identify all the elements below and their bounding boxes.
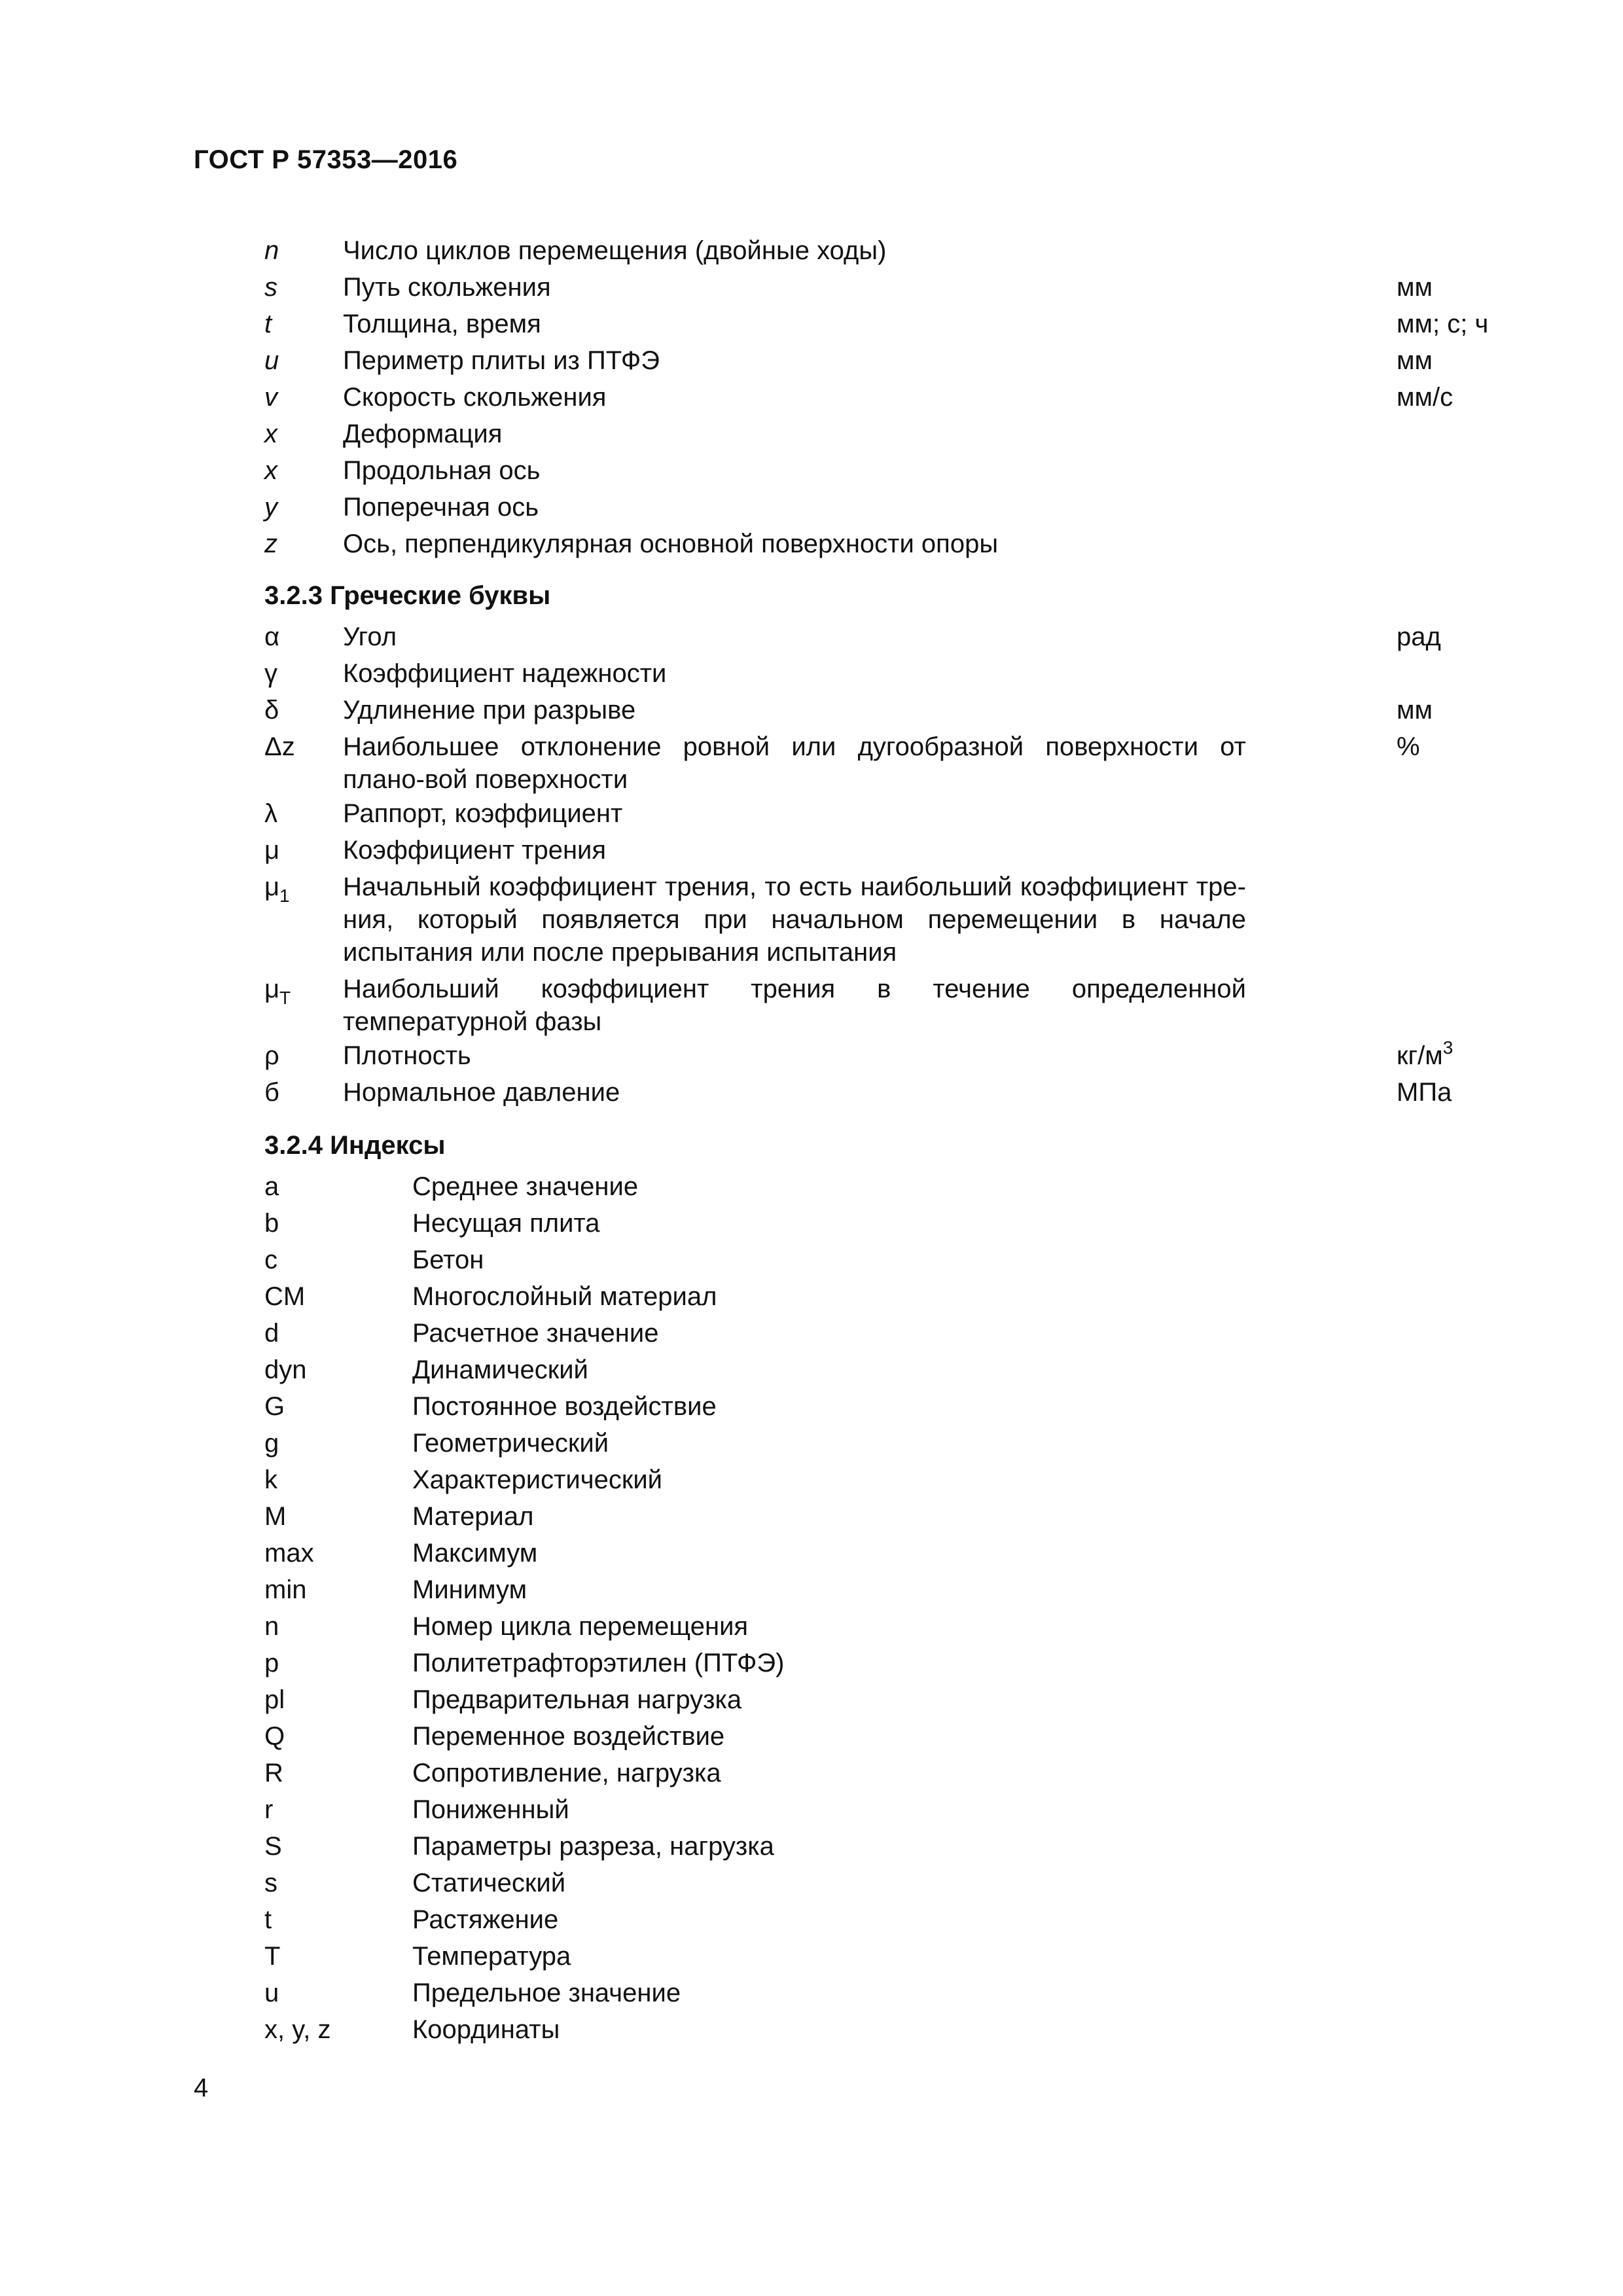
index-symbol: r — [264, 1795, 274, 1824]
symbol-description: Путь скольжения — [343, 273, 551, 302]
symbol-unit: $кг/м^3$ — [1397, 1037, 1454, 1070]
index-symbol: Q — [264, 1722, 285, 1751]
index-description: Растяжение — [412, 1905, 559, 1934]
symbol: ρ — [264, 1041, 279, 1070]
section-heading-index: 3.2.4 Индексы — [264, 1131, 446, 1160]
index-description: Расчетное значение — [412, 1319, 659, 1348]
index-symbol: d — [264, 1319, 279, 1348]
index-description: Номер цикла перемещения — [412, 1612, 749, 1641]
symbol: v — [264, 383, 277, 412]
symbol: $\mu_T$ — [264, 975, 291, 1008]
symbol-description: Плотность — [343, 1041, 471, 1070]
index-symbol: T — [264, 1942, 281, 1971]
index-description: Координаты — [412, 2015, 560, 2044]
symbol-unit: мм — [1397, 346, 1433, 375]
symbol-unit: мм/с — [1397, 383, 1454, 412]
index-description: Среднее значение — [412, 1172, 639, 1201]
symbol-description: Скорость скольжения — [343, 383, 607, 412]
index-symbol: pl — [264, 1685, 285, 1714]
index-symbol: c — [264, 1246, 277, 1274]
symbol: λ — [264, 799, 277, 828]
index-symbol: G — [264, 1392, 285, 1421]
index-description: Динамический — [412, 1355, 588, 1384]
symbol-description: Число циклов перемещения (двойные ходы) — [343, 236, 887, 265]
symbol: γ — [264, 659, 277, 688]
index-symbol: g — [264, 1429, 279, 1458]
index-symbol: dyn — [264, 1355, 307, 1384]
index-description: Предварительная нагрузка — [412, 1685, 742, 1714]
symbol-description: Коэффициент трения — [343, 836, 607, 865]
page-number: 4 — [194, 2073, 209, 2102]
symbol-description: Наибольшее отклонение ровной или дугообразной поверхности от плано-вой поверхности — [343, 732, 1246, 794]
index-description: Переменное воздействие — [412, 1722, 725, 1751]
symbol: y — [264, 493, 277, 522]
symbol-unit: мм; с; ч — [1397, 310, 1489, 338]
symbol-description: Наибольший коэффициент трения в течение определенной температурной фазы — [343, 975, 1246, 1036]
index-symbol: p — [264, 1649, 279, 1677]
symbol: μ — [264, 836, 280, 865]
index-description: Многослойный материал — [412, 1282, 717, 1311]
index-symbol: s — [264, 1869, 277, 1897]
index-description: Максимум — [412, 1539, 538, 1568]
index-description: Характеристический — [412, 1465, 663, 1494]
index-description: Температура — [412, 1942, 571, 1971]
symbol: б — [264, 1078, 279, 1107]
index-description: Материал — [412, 1502, 534, 1531]
symbol: t — [264, 310, 272, 338]
index-description: Минимум — [412, 1575, 527, 1604]
symbol-description: Начальный коэффициент трения, то есть наибольший коэффициент тре-ния, который появляется при начальном перемещении в начале испытания или после прерывания испытания — [343, 872, 1246, 967]
index-description: Политетрафторэтилен (ПТФЭ) — [412, 1649, 785, 1677]
symbol-unit: рад — [1397, 622, 1441, 651]
symbol: Δz — [264, 732, 295, 761]
symbol-description: Раппорт, коэффициент — [343, 799, 623, 828]
index-symbol: k — [264, 1465, 277, 1494]
index-symbol: CM — [264, 1282, 306, 1311]
symbol-description: Ось, перпендикулярная основной поверхности опоры — [343, 529, 999, 558]
index-symbol: a — [264, 1172, 279, 1201]
symbol: n — [264, 236, 279, 265]
index-symbol: max — [264, 1539, 314, 1568]
symbol: z — [264, 529, 277, 558]
index-description: Параметры разреза, нагрузка — [412, 1832, 774, 1861]
index-symbol: min — [264, 1575, 307, 1604]
index-symbol: x, y, z — [264, 2015, 331, 2044]
index-symbol: M — [264, 1502, 287, 1531]
index-description: Геометрический — [412, 1429, 609, 1458]
document-header: ГОСТ Р 57353—2016 — [194, 145, 458, 174]
index-description: Несущая плита — [412, 1209, 600, 1238]
index-symbol: u — [264, 1979, 279, 2007]
section-heading-greek: 3.2.3 Греческие буквы — [264, 581, 551, 610]
index-symbol: t — [264, 1905, 272, 1934]
symbol: $\mu_1$ — [264, 872, 290, 906]
symbol-description: Коэффициент надежности — [343, 659, 667, 688]
symbol: x — [264, 456, 277, 485]
symbol-description: Удлинение при разрыве — [343, 696, 636, 725]
symbol-description: Периметр плиты из ПТФЭ — [343, 346, 660, 375]
symbol: α — [264, 622, 280, 651]
index-description: Статический — [412, 1869, 566, 1897]
symbol-unit: мм — [1397, 273, 1433, 302]
symbol-unit: % — [1397, 732, 1420, 761]
index-symbol: S — [264, 1832, 282, 1861]
symbol-description: Угол — [343, 622, 397, 651]
index-description: Бетон — [412, 1246, 484, 1274]
symbol: u — [264, 346, 279, 375]
index-symbol: n — [264, 1612, 279, 1641]
index-description: Предельное значение — [412, 1979, 681, 2007]
symbol-description: Деформация — [343, 420, 503, 448]
symbol-unit: МПа — [1397, 1078, 1452, 1107]
symbol-description: Толщина, время — [343, 310, 541, 338]
index-description: Сопротивление, нагрузка — [412, 1759, 721, 1787]
symbol-description: Нормальное давление — [343, 1078, 620, 1107]
index-symbol: R — [264, 1759, 283, 1787]
symbol-description: Поперечная ось — [343, 493, 539, 522]
symbol-unit: мм — [1397, 696, 1433, 725]
index-description: Постоянное воздействие — [412, 1392, 717, 1421]
symbol: δ — [264, 696, 279, 725]
index-symbol: b — [264, 1209, 279, 1238]
symbol-description: Продольная ось — [343, 456, 541, 485]
symbol: s — [264, 273, 277, 302]
symbol: x — [264, 420, 277, 448]
index-description: Пониженный — [412, 1795, 569, 1824]
